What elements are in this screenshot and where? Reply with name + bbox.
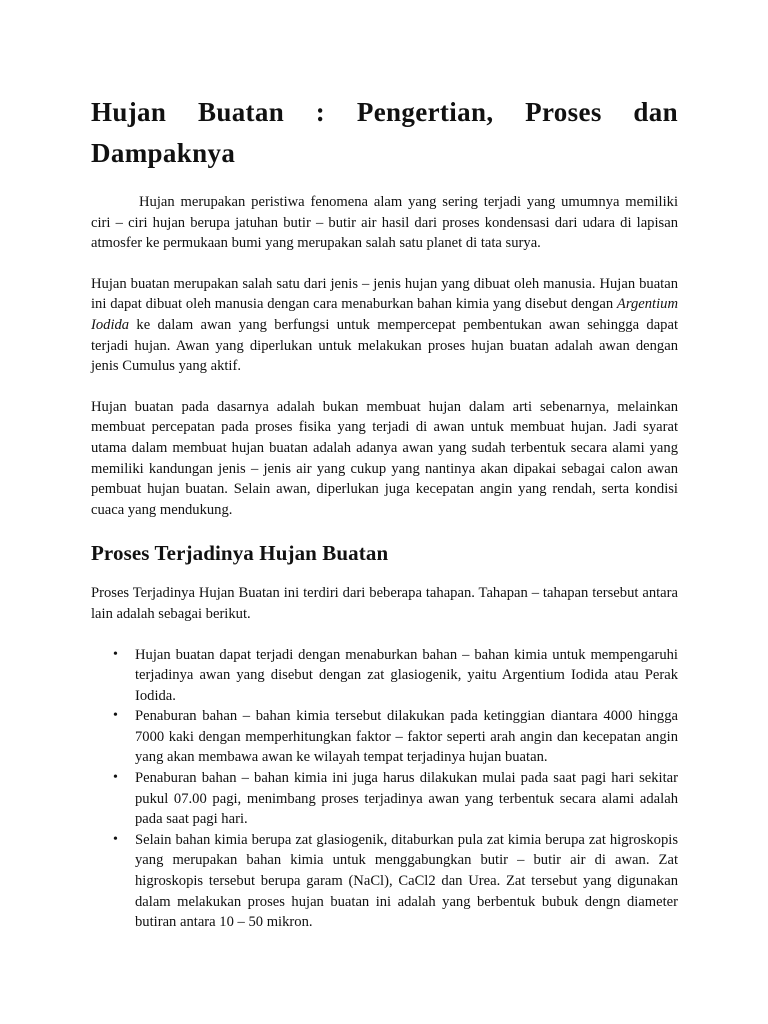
bullet-icon: •	[113, 646, 118, 662]
list-item	[91, 706, 678, 768]
list-item	[91, 830, 678, 933]
list-item-text: Penaburan bahan – bahan kimia tersebut dilakukan pada ketinggian diantara 4000 hingga 7000 kaki dengan memperhitungkan faktor – faktor seperti arah angin dan kecepatan angin yang akan membawa awan ke wilayah tempat terjadinya hujan buatan.	[135, 708, 678, 766]
argentium-iodida-term: Argentium Iodida	[91, 296, 678, 333]
section-intro: Proses Terjadinya Hujan Buatan ini terdiri dari beberapa tahapan. Tahapan – tahapan tersebut antara lain adalah sebagai berikut.	[91, 585, 678, 622]
paragraph-explanation: Hujan buatan pada dasarnya adalah bukan membuat hujan dalam arti sebenarnya, melainkan membuat percepatan pada proses fisika yang terjadi di awan untuk membuat hujan. Jadi syarat utama dalam membuat hujan buatan adalah adanya awan yang sudah terbentuk secara alami yang memiliki kandungan jenis – jenis air yang cukup yang nantinya akan dipakai sebagai calon awan pembuat hujan buatan. Selain awan, diperlukan juga kecepatan angin yang rendah, serta kondisi cuaca yang mendukung.	[91, 398, 678, 518]
list-item-text: Penaburan bahan – bahan kimia ini juga harus dilakukan mulai pada saat pagi hari sekitar pukul 07.00 pagi, menimbang proses terjadinya awan yang terbentuk secara alami adalah pada saat pagi hari.	[135, 770, 678, 828]
list-item-text: Hujan buatan dapat terjadi dengan menaburkan bahan – bahan kimia untuk mempengaruhi terjadinya awan yang disebut dengan zat glasiogenik, yaitu Argentium Iodida atau Perak Iodida.	[135, 646, 678, 704]
paragraph-definition	[91, 274, 678, 377]
paragraph-intro: Hujan merupakan peristiwa fenomena alam yang sering terjadi yang umumnya memiliki ciri – ciri hujan berupa jatuhan butir – butir air hasil dari proses kondensasi dari udara di lapisan atmosfer ke permukaan bumi yang merupakan salah satu planet di tata surya.	[91, 194, 678, 252]
document-title: Hujan Buatan : Pengertian, Proses dan Dampaknya	[91, 97, 678, 168]
bullet-icon: •	[113, 770, 118, 786]
bullet-icon: •	[113, 708, 118, 724]
paragraph-definition-text-start: Hujan buatan merupakan salah satu dari jenis – jenis hujan yang dibuat oleh manusia. Hujan buatan ini dapat dibuat oleh manusia dengan cara menaburkan bahan kimia yang disebut dengan	[91, 275, 678, 313]
process-list	[91, 645, 678, 933]
list-item	[91, 768, 678, 830]
section-heading: Proses Terjadinya Hujan Buatan	[91, 541, 389, 566]
bullet-icon: •	[113, 831, 118, 847]
list-item-text: Selain bahan kimia berupa zat glasiogenik, ditaburkan pula zat kimia berupa zat higroskopis yang merupakan bahan kimia untuk menggabungkan butir – butir air di awan. Zat higroskopis tersebut berupa garam (NaCl), CaCl2 dan Urea. Zat tersebut yang digunakan dalam melakukan proses hujan buatan ini adalah yang berbentuk bubuk dengn diameter butiran antara 10 – 50 mikron.	[135, 831, 678, 931]
list-item	[91, 645, 678, 707]
document-page	[91, 92, 678, 933]
paragraph-definition-text-end: ke dalam awan yang berfungsi untuk mempercepat pembentukan awan sehingga dapat terjadi hujan. Awan yang diperlukan untuk melakukan proses hujan buatan adalah awan dengan jenis Cumulus yang aktif.	[91, 316, 678, 375]
